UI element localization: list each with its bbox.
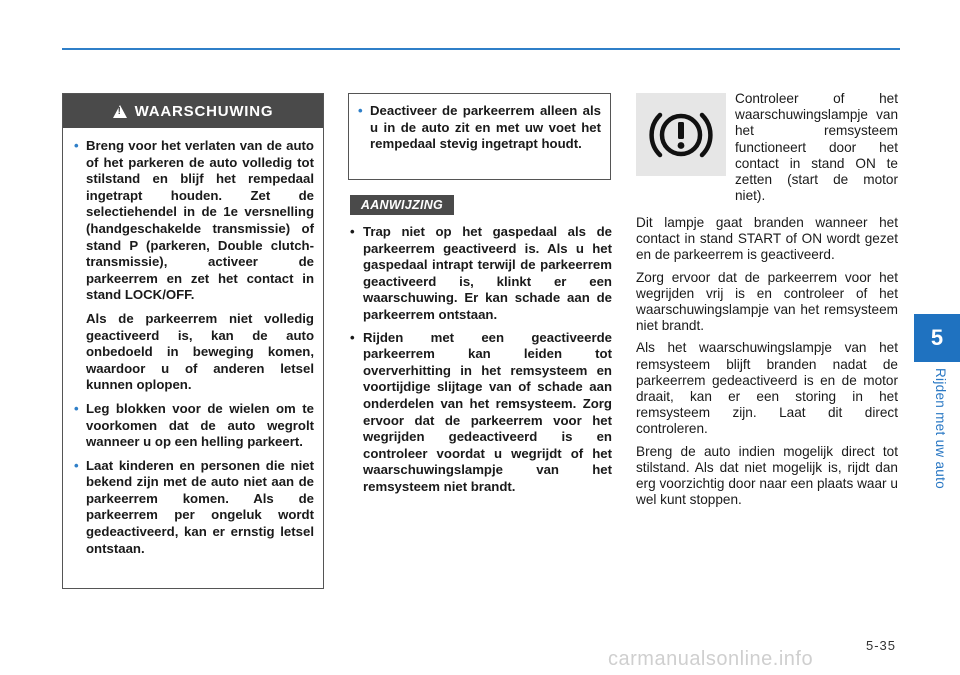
bullet-icon: • [350, 224, 355, 239]
warning-box [62, 93, 324, 589]
note-item [350, 330, 612, 496]
note-item [350, 224, 612, 324]
body-paragraph: Als het waarschuwingslampje van het remsysteem blijft branden nadat de parkeerrem gedeactiveerd is en de motor draait, kan er een storing in het remsysteem zijn. Laat dit direct controleren. [636, 340, 898, 437]
chapter-number-tab: 5 [914, 314, 960, 362]
header-rule [62, 48, 900, 50]
bullet-icon: • [358, 103, 363, 118]
body-paragraph: Breng de auto indien mogelijk direct tot stilstand. Als dat niet mogelijk is, rijdt dan erg voorzichtig door naar een plaats waar u wel kunt stoppen. [636, 443, 898, 508]
warning-item [74, 138, 314, 304]
warning-triangle-icon [113, 105, 127, 118]
body-paragraph: Dit lampje gaat branden wanneer het contact in stand START of ON wordt gezet en de parkeerrem is geactiveerd. [636, 215, 898, 263]
bullet-icon: • [350, 329, 355, 345]
warning-item-text: Leg blokken voor de wielen om te voorkomen dat de auto wegrolt wanneer u op een helling parkeert. [86, 400, 314, 450]
note-list [350, 224, 612, 502]
bullet-icon: • [74, 457, 79, 473]
note-item-text: Rijden met een geactiveerde parkeerrem kan leiden tot oververhitting in het remsysteem en voortijdige slijtage van of schade aan onderdelen van het remsysteem. Zorg ervoor dat de parkeerrem voor het wegrijden gedeactiveerd is en controleer voordat u wegrijdt of het waarschuwingslampje van het remsysteem niet brandt. [363, 329, 612, 494]
right-column-text [636, 215, 898, 514]
bullet-icon: • [74, 138, 79, 153]
warning-body [63, 128, 323, 557]
chapter-title: Rijden met uw auto [933, 368, 948, 489]
page-number: 5-35 [866, 638, 897, 653]
icon-intro-text: Controleer of het waarschuwingslampje van het remsysteem functioneert door het contact in stand ON te zetten (start de motor niet). [735, 91, 898, 204]
warning-item [74, 401, 314, 451]
warning-item-text: Deactiveer de parkeerrem alleen als u in de auto zit en met uw voet het rempedaal stevig ingetrapt houdt. [370, 103, 601, 152]
brake-warning-icon-graphic [648, 105, 714, 165]
brake-warning-icon [636, 93, 726, 176]
note-heading: AANWIJZING [350, 195, 454, 215]
warning-heading-text: WAARSCHUWING [134, 102, 274, 120]
bullet-icon: • [74, 400, 79, 416]
warning-item-text: Laat kinderen en personen die niet bekend zijn met de auto niet aan de parkeerrem komen. Als de parkeerrem per ongeluk wordt gedeactiveerd, kan er ernstig letsel ontstaan. [86, 457, 314, 556]
warning-paragraph: Als de parkeerrem niet volledig geactiveerd is, kan de auto onbedoeld in beweging komen, waardoor u of anderen letsel kunnen oplopen. [86, 310, 314, 393]
warning-item-text: Breng voor het verlaten van de auto of het parkeren de auto volledig tot stilstand en blijf het rempedaal ingetrapt houden. Zet de selectiehendel in de 1e versnelling (handgeschakelde transmissie) of stand P (parkeren, Double clutch-transmissie), activeer de parkeerrem en zet het contact in stand LOCK/OFF. [86, 138, 314, 303]
warning-item [74, 458, 314, 558]
note-item-text: Trap niet op het gaspedaal als de parkeerrem geactiveerd is. Als u het gaspedaal intrapt terwijl de parkeerrem geactiveerd is, klinkt er een waarschuwing. Er kan schade aan de parkeerrem ontstaan. [363, 224, 612, 322]
warning-heading [63, 94, 323, 128]
warning-item [358, 103, 601, 153]
warning-continued-box [348, 93, 611, 180]
body-paragraph: Zorg ervoor dat de parkeerrem voor het wegrijden vrij is en controleer of het waarschuwingslampje van het remsysteem niet brandt. [636, 269, 898, 334]
watermark: carmanualsonline.info [608, 648, 814, 670]
